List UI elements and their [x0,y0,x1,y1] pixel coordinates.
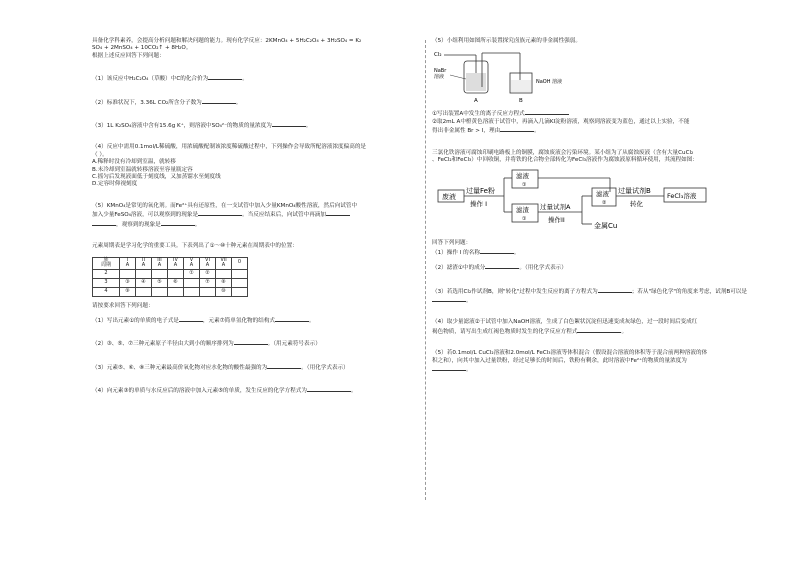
table-cell [232,278,248,287]
table-cell: ② [200,269,216,278]
table-cell [184,278,200,287]
table-cell: ⑨ [120,287,136,296]
op1-label: 操作 I [470,200,487,209]
convert-label: 转化 [630,200,643,209]
sub-5-line-3: 。 [432,365,777,374]
r5a-text: ①写出装置A中发生的离子反应方程式 [432,111,525,118]
q5-line-2 [92,210,422,219]
table-row [93,278,248,287]
residue-label: 滤渣 [516,206,529,215]
answer-blank[interactable] [202,98,236,104]
answer-blank[interactable] [525,109,569,115]
table-cell: 2 [93,269,120,278]
header-cell: 0 [232,257,248,269]
answer-blank[interactable] [500,126,534,132]
sub-3-cont: 。 [432,296,777,305]
section-3-ask: 回答下列问题： [432,240,472,247]
question-5 [92,203,422,229]
header-cell: IV A [168,257,184,269]
table-cell [200,287,216,296]
answer-blank[interactable] [179,316,203,322]
option-a[interactable]: A.稀释时没有冷却到室温，就转移 [92,159,176,166]
header-cell: VI A [200,257,216,269]
answer-blank[interactable] [598,287,632,293]
table-cell [136,269,152,278]
sub-5-line-2: 积之和），向其中加入过量铁粉，经过足够长的时间后，铁粉有剩余，此时溶液中Fe²⁺的物质的量浓度为 [432,357,687,364]
s3-text-b: ；若从"绿色化学"的角度来考虑，试剂B可以是 [631,288,747,295]
table-cell [152,269,168,278]
periodic-table [92,257,248,297]
table-cell: ③ [120,278,136,287]
filtrate1-label: 滤液 [516,172,529,181]
header-cell: II A [136,257,152,269]
s3-text: （3）若选用Cl₂作试剂B，则"转化"过程中发生反应的离子方程式为 [432,288,598,295]
answer-blank[interactable] [275,316,309,322]
beaker-b-solution [511,80,531,92]
table-cell [152,287,168,296]
table-cell [168,269,184,278]
answer-blank[interactable] [267,363,301,369]
table-cell: ⑧ [216,278,232,287]
table-cell: ④ [136,278,152,287]
label-b: B [519,98,523,105]
column-divider [425,40,426,500]
table-cell: 3 [93,278,120,287]
answer-blank[interactable] [92,220,116,226]
header-cell: V A [184,257,200,269]
header-cell: VII A [216,257,232,269]
q2-text: （2）标准状况下，3.36L CO₂所含分子数为 [92,99,202,106]
table-row [93,287,248,296]
answer-blank[interactable] [161,220,195,226]
s1-text: （1）操作 I 的名称 [432,249,480,256]
q4-paren: （ ）。 [92,151,108,158]
sub-5-line-1: （5）若0.1mol/L CuCl₂溶液和2.0mol/L FeCl₃溶液等体积混合（假设混合溶液的体积等于混合前两种溶液的体 [432,350,708,357]
table-cell: ⑥ [168,278,184,287]
sub-4-line-1: （4）取少量滤液②于试管中加入NaOH溶液，生成了白色絮状沉淀但迅速变成灰绿色，过一段时间后变成红 [432,319,698,326]
part-1: （1）写出元素①的单质的电子式是 ，元素⑦简单氢化物的结构式 。 [92,317,315,324]
header-cell: III A [152,257,168,269]
apparatus-diagram [432,47,582,109]
table-cell [216,269,232,278]
section-2-intro: 元素周期表是学习化学的重要工具。下表列出了①～⑩十种元素在周期表中的位置： [92,243,298,250]
residue-num: ① [522,216,527,223]
s2-text: （2）滤渣①中的成分 [432,265,486,272]
part-2 [92,339,422,348]
q5-text-b: 加入少量FeSO₄溶液，可以观察到的现象是 [92,212,199,219]
p4-text: （4）向元素③的单质与水反应后的溶液中加入元素⑤的单质，发生反应的化学方程式为 [92,388,307,395]
nabr-label-2: 溶液 [434,74,445,81]
r5c-text: 得出非金属性 Br > I，理由 [432,128,501,135]
r5-part-1 [432,109,777,118]
cl2-label: Cl₂ [434,52,442,59]
r5-part-2b: 得出非金属性 Br > I，理由 。 [432,128,540,135]
answer-blank[interactable] [198,210,242,216]
label-a: A [474,98,478,105]
fe-label: 过量Fe粉 [466,187,495,196]
answer-blank[interactable] [432,296,466,302]
table-cell [136,287,152,296]
s4b-text: 褐色物质，请写出生成红褐色物质时发生的化学反应方程式 [432,328,578,335]
p3-text: （3）元素⑤、⑥、⑧三种元素最高价氧化物对应水化物的酸性最强的为 [92,364,268,371]
sub-3 [432,287,777,296]
sub-1: （1）操作 I 的名称 。 [432,249,520,256]
cu-label: 金属Cu [594,222,618,231]
q5-text-d: ，观察到的现象是 [116,221,161,228]
question-1: （1）该反应中H₂C₂O₄（草酸）中C的化合价为 。 [92,76,248,83]
section-2-ask: 请按要求回答下列问题： [92,302,154,309]
p2-text-b: 。（用元素符号表示） [267,341,321,348]
answer-blank[interactable] [480,248,514,254]
part-4: （4）向元素③的单质与水反应后的溶液中加入元素⑤的单质，发生反应的化学方程式为 。 [92,388,357,395]
sub-4-line-2: 褐色物质，请写出生成红褐色物质时发生的化学反应方程式 。 [432,328,628,335]
waste-label: 废液 [442,193,456,202]
intro-line-3: 根据上述反应回答下列问题： [92,52,165,59]
section-3-line-2: 、FeCl₂和FeCl₃）中回收铜，并将铁的化合物全部转化为FeCl₃溶液作为腐蚀液原料循环使用，其流程如图： [432,157,698,164]
product-label: FeCl₃溶液 [667,192,697,201]
header-cell: I A [120,257,136,269]
s2-text-b: 。（用化学式表示） [519,265,567,272]
table-cell: ⑦ [200,278,216,287]
nabr-label: NaBr [434,68,447,75]
intro-line-1: 具备化学科素养，会提高分析问题和解决问题的能力。现有化学反应：2KMnO₄ + 5H₂C₂O₄ + 3H₂SO₄ = K₂ [92,38,362,44]
question-3: （3）1L K₂SO₄溶液中含有15.6g K⁺，则溶液中SO₄²⁻的物质的量浓度为 。 [92,123,312,130]
intro-line-2: SO₄ + 2MnSO₄ + 10CO₂↑ + 8H₂O。 [92,45,192,52]
p2-text: （2）③、⑤、⑦三种元素原子半径由大到小的顺序排列为 [92,341,234,348]
answer-blank[interactable] [577,327,621,333]
process-flowchart [432,168,732,234]
q1-text: （1）该反应中H₂C₂O₄（草酸）中C的化合价为 [92,76,209,83]
answer-blank[interactable] [208,74,242,80]
table-header-row [93,257,248,269]
op2-label: 操作II [548,216,565,225]
left-column [92,38,422,402]
naoh-label: NaOH 溶液 [536,79,563,86]
table-cell [184,287,200,296]
filtrate2-num: ② [602,200,607,207]
r5-part-2: ②取2mL A中橙黄色溶液于试管中，再滴入几滴KI淀粉溶液，观察到溶液变为蓝色，通过以上实验，不能 [432,118,690,125]
bottle-a-solution [466,73,486,91]
p1-text: （1）写出元素①的单质的电子式是 [92,317,179,324]
answer-blank[interactable] [307,386,351,392]
acid-label: 过量试剂A [540,203,571,212]
intro-block [92,38,422,60]
answer-blank[interactable] [234,339,268,345]
table-cell [232,287,248,296]
sub-2 [432,263,777,272]
option-b[interactable]: B.未冷却到室温就转移溶液至容量瓶定容 [92,166,193,173]
table-cell: ⑤ [152,278,168,287]
part-3 [92,363,422,372]
answer-blank[interactable] [432,365,466,371]
table-cell: 4 [93,287,120,296]
table-cell [168,287,184,296]
question-2: （2）标准状况下，3.36L CO₂所含分子数为 。 [92,99,242,106]
p1-text-b: ，元素⑦简单氢化物的结构式 [202,317,276,324]
table-cell [120,269,136,278]
option-c[interactable]: C.摇匀后发现液面低于刻度线，又加蒸馏水至刻度线 [92,174,221,181]
q4-text: （4）反应中需用0.1mol/L稀硫酸，用浓硫酸配制该浓度稀硫酸过程中，下列操作会导致所配溶液浓度偏高的是 [92,144,367,151]
p3-text-b: 。（用化学式表示） [301,364,349,371]
reagent-b-label: 过量试剂B [618,187,651,196]
q5-line-1: （5）KMnO₄是常见的氧化剂。而Fe²⁺具有还原性，在一支试管中加入少量KMnO₄酸性溶液，然后向试管中 [92,202,358,209]
right-column [432,38,777,375]
answer-blank[interactable] [272,121,306,127]
option-d[interactable]: D.定容时仰视刻度 [92,181,138,188]
header-cell: 族 周期 [93,257,120,269]
r5-text: （5）小组利用如图所示装置探究卤族元素的非金属性强弱。 [432,38,581,44]
table-row [93,269,248,278]
answer-blank[interactable] [485,263,519,269]
q5-text-c: 。当反应结束后，向试管中再滴加 [242,212,326,219]
q3-text: （3）1L K₂SO₄溶液中含有15.6g K⁺，则溶液中SO₄²⁻的物质的量浓度为 [92,123,272,130]
section-3-line-1: 三氯化铁溶液可腐蚀印刷电路板上的铜膜，腐蚀废液会污染环境。某小组为了从腐蚀废液（含有大量CuCl₂ [432,149,694,156]
table-cell [232,269,248,278]
filtrate2-label: 滤液 [596,190,609,199]
q5-line-3: ，观察到的现象是 。 [92,220,422,229]
answer-blank[interactable] [326,210,350,216]
question-4 [92,144,422,188]
filtrate1-num: ① [522,182,527,189]
table-cell: ① [184,269,200,278]
table-cell: ⑩ [216,287,232,296]
